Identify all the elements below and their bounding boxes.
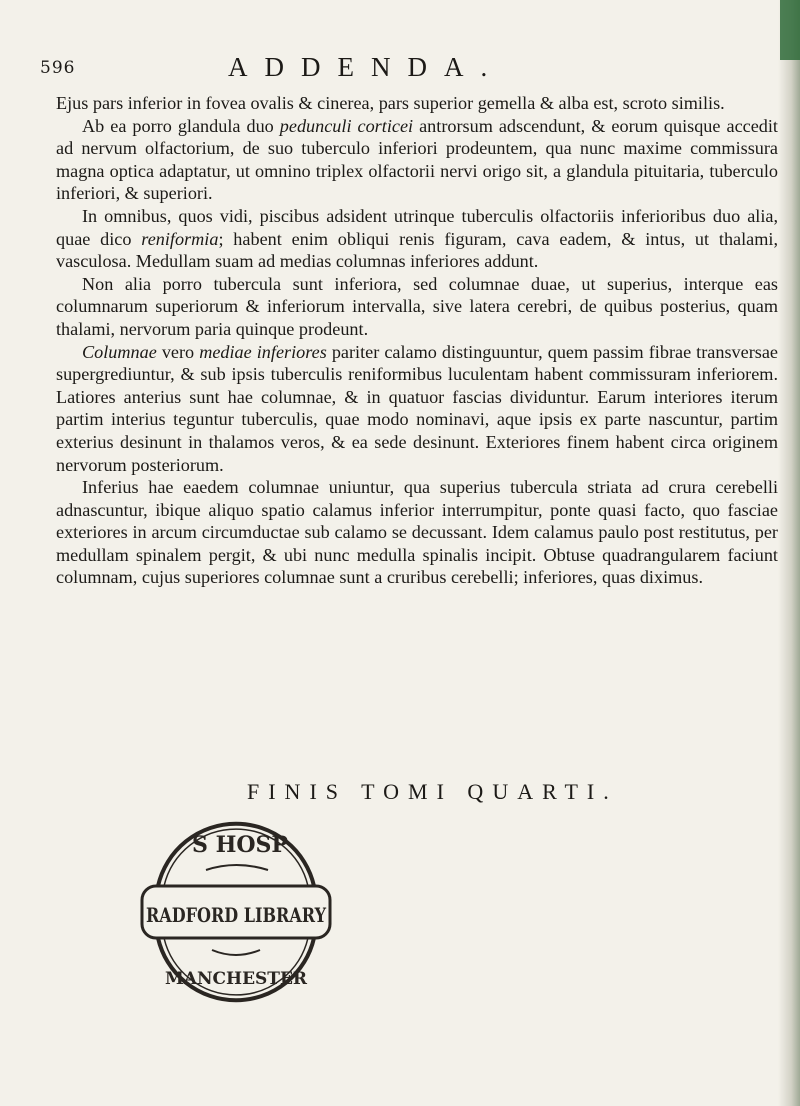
paragraph-6	[56, 476, 778, 589]
paragraph-5-vero: vero	[156, 341, 200, 362]
finis-tomi-line: FINIS TOMI QUARTI.	[247, 779, 618, 804]
stamp-bottom-text: MANCHESTER	[164, 969, 308, 989]
library-stamp	[128, 800, 344, 1018]
body-text	[56, 92, 778, 589]
page-edge-shadow	[778, 0, 800, 1106]
paragraph-4-text: Non alia porro tubercula sunt inferiora, sed columnae duae, ut superius, interque eas columnarum superiorum & inferiorum intervalla, sive latera cerebri, de quibus posterius, quam thalami, nervorum paria quinque prodeunt.	[56, 273, 778, 339]
paragraph-3-rest: ; habent enim obliqui renis figuram, cava eadem, & intus, ut thalami, vasculosa. Medullam suam ad medias columnas inferiores addunt.	[56, 228, 778, 272]
stamp-top-text: S HOSP	[192, 832, 288, 858]
paragraph-2-start: Ab ea porro glandula duo	[82, 115, 280, 136]
term-mediae-inferiores: mediae inferiores	[199, 341, 327, 362]
term-pedunculi-corticei: pedunculi corticei	[279, 115, 414, 136]
stamp-center-text: RADFORD LIBRARY	[146, 904, 327, 927]
paragraph-2-rest: antrorsum adscendunt, & eorum quisque accedit ad nervum olfactorium, de suo tuberculo inferiori prodeuntem, qua nunc maxime commissura magna optica adaptatur, ut omnino triplex olfactorii nervi origo sit, a glandula pituitaria, tuberculo inferiori, & superiori.	[56, 115, 778, 204]
paragraph-1-text: Ejus pars inferior in fovea ovalis & cinerea, pars superior gemella & alba est, scroto similis.	[56, 93, 725, 113]
stamp-ornament-bottom	[212, 950, 260, 955]
running-title: ADDENDA.	[228, 52, 505, 82]
paragraph-2	[56, 115, 778, 205]
paragraph-5	[56, 341, 778, 477]
page-number: 596	[40, 58, 76, 78]
paragraph-6-text: Inferius hae eaedem columnae uniuntur, qua superius tubercula striata ad crura cerebelli adnascuntur, ibique aliquo spatio calamus inferior interrumpitur, ponte quasi facto, quo fasciae exteriores in arcum circumductae sub calamo se decussant. Idem calamus paulo post restitutus, per medullam spinalem pergit, & ubi nunc medulla spinalis incipit. Obtuse quadrangularem faciunt columnam, cujus superiores columnae sunt a cruribus cerebelli; inferiores, quas diximus.	[56, 477, 778, 588]
paragraph-3-start: In omnibus, quos vidi, piscibus adsident utrinque tuberculis olfactoriis inferioribus duo alia, quae dico	[56, 205, 778, 249]
paragraph-5-rest: pariter calamo distinguuntur, quem passim fibrae transversae supergrediuntur, & sub ipsis tuberculis reniformibus luculentam habent commissuram inferiorem. Latiores anterius sunt hae columnae, & in quatuor fascias dividuntur. Earum interiores iterum partim interius teguntur tuberculis, quae modo nominavi, aque ipsis ex parte nascuntur, partim exterius desinunt in thalamos veros, & ea sede desinunt. Exteriores finem habent circa originem nervorum posteriorum.	[56, 341, 778, 475]
term-reniformia: reniformia	[141, 228, 219, 249]
paragraph-4	[56, 273, 778, 341]
paragraph-1	[56, 92, 778, 115]
paragraph-3	[56, 205, 778, 273]
stamp-ornament-top	[206, 865, 268, 870]
term-columnae: Columnae	[82, 341, 157, 362]
corner-tab-marker	[780, 0, 800, 60]
